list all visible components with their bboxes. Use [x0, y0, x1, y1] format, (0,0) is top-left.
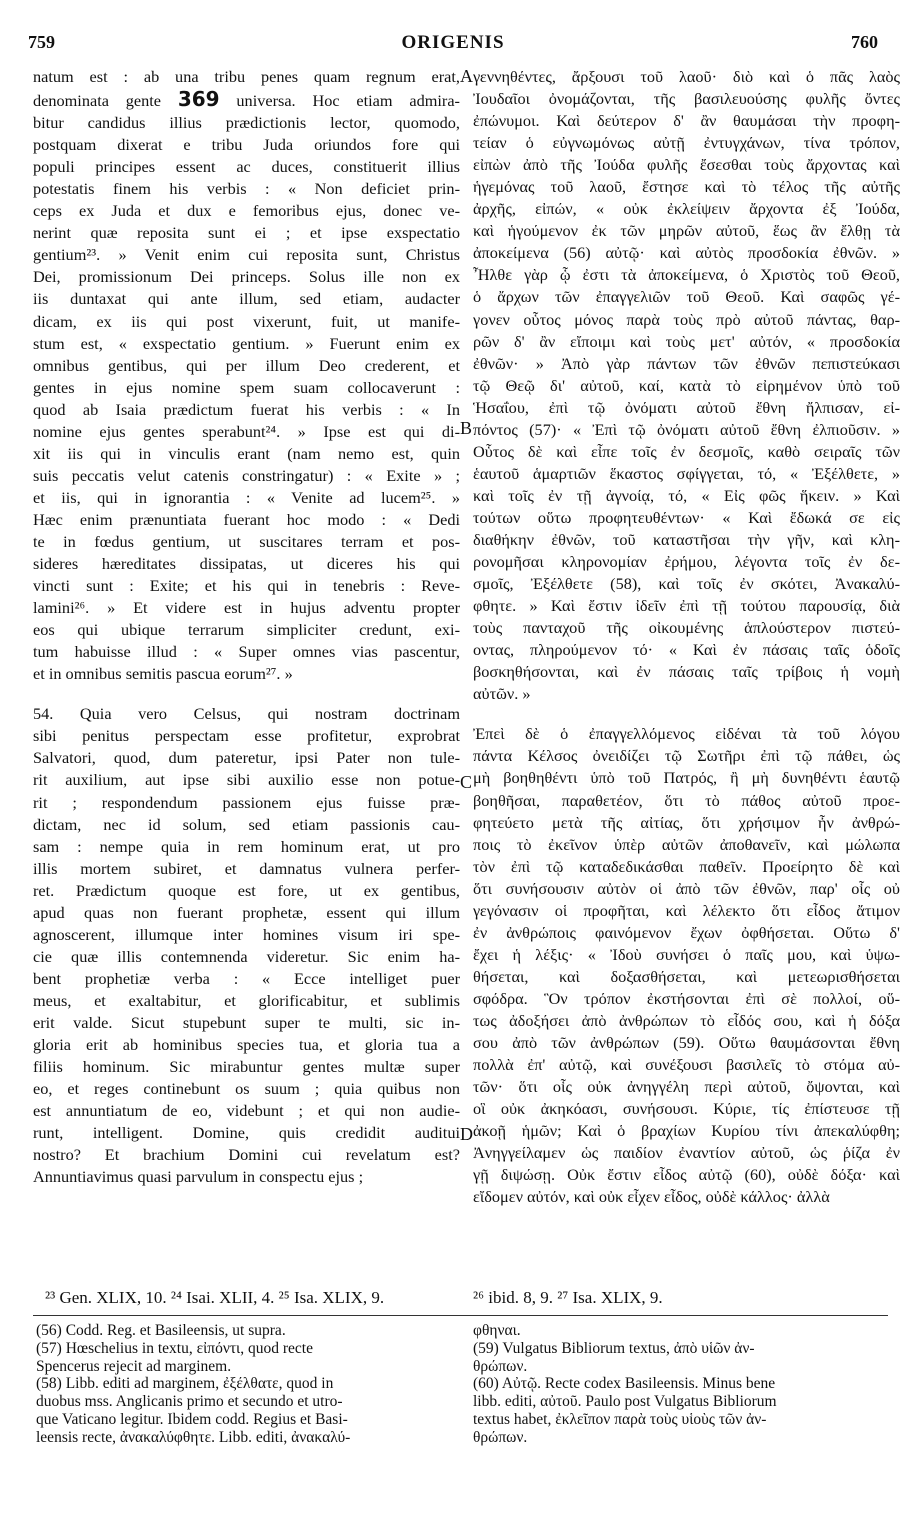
latin-line: ret. Prædictum quoque est fore, ut ex gentibus, [33, 880, 460, 900]
greek-line: Ἡσαΐου, ἐπὶ τῷ ὀνόματι αὐτοῦ ἔθνη ἤλπισαν, εἰ- [473, 397, 900, 417]
greek-line: πάντα Κέλσος ὀνειδίζει τῷ Σωτῆρι ἐπὶ τῷ πάθει, ὡς [473, 746, 900, 766]
latin-line: sideres hæreditates dissipatas, ut diceres his qui [33, 554, 460, 574]
greek-line: βοηθῆσαι, παραθετέον, ὅτι τὸ πάθος αὐτοῦ προε- [473, 790, 900, 810]
greek-line: ἀκοῇ ἡμῶν; Καὶ ὁ βραχίων Κυρίου τίνι ἀπεκαλύφθη; [473, 1121, 900, 1141]
editorial-note-line: leensis recte, ἀνακαλύφθητε. Libb. editi, ἀνακαλύ- [36, 1428, 351, 1446]
latin-line: bitur candidus illius prædictionis lector, quomodo, [33, 113, 460, 133]
latin-line: natum est : ab una tribu penes quam regnum erat, [33, 67, 460, 86]
greek-line: θήσεται, καὶ δοξασθήσεται, καὶ μετεωρισθήσεται [473, 966, 900, 986]
greek-line: ἡγεμόνας τοῦ λαοῦ, ἔστησε καὶ τὸ τέλος τῆς αὐτῆς [473, 177, 900, 197]
greek-line: ἀρχῆς, εἰπών, « οὐκ ἐκλείψειν ἄρχοντα ἐξ Ἰούδα, [473, 199, 900, 219]
editorial-note-line: (58) Libb. editi ad marginem, ἐξέλθατε, quod in [36, 1375, 334, 1393]
greek-line: γεγόνασιν οἱ προφῆται, καὶ λέλεκτο ὅτι εἶδος ἄτιμον [473, 900, 900, 920]
paragraph-gap [473, 705, 900, 723]
latin-line: stum est, « exspectatio gentium. » Fuerunt enim ex [33, 333, 460, 353]
margin-letter-b: B [460, 418, 473, 438]
latin-line: bent prophetiæ verba : « Ecce intelliget puer [33, 968, 460, 988]
greek-line: Ἐπεὶ δὲ ὁ ἐπαγγελλόμενος εἰδέναι τὰ τοῦ λόγου [473, 724, 900, 744]
editorial-notes-left [36, 1322, 461, 1447]
greek-line: σφόδρα. Ὃν τρόπον ἐκστήσονται ἐπὶ σὲ πολλοί, οὕ- [473, 988, 900, 1008]
latin-line: vincti sunt : Exite; et his qui in tenebris : Reve- [33, 576, 460, 596]
editorial-note-line: duobus mss. Anglicanis primo et secundo et utro- [36, 1393, 343, 1411]
latin-line: potestatis finem his verbis : « Non deficiet prin- [33, 179, 460, 199]
greek-line: Ἦλθε γὰρ ᾧ ἐστι τὰ ἀποκείμενα, ὁ Χριστὸς τοῦ Θεοῦ, [473, 265, 900, 285]
latin-line: dictam, nec id solum, sed etiam passionis cau- [33, 814, 460, 834]
greek-line: ἑαυτοῦ ἁμαρτιῶν ἕκαστος σφίγγεται, τό, « Ἐξέλθετε, » [473, 463, 900, 483]
greek-line: τοὺς πανταχοῦ τῆς οἰκουμένης ἁπλούστερον πιστεύ- [473, 618, 900, 638]
latin-line: Dei, promissionum Dei princeps. Solus ille non ex [33, 267, 460, 287]
latin-line: 54. Quia vero Celsus, qui nostram doctrinam [33, 704, 460, 724]
margin-letter-c: C [460, 772, 473, 792]
greek-line: σου ἀπὸ τῶν ἀνθρώπων (59). Οὕτω θαυμάσονται ἔθνη [473, 1033, 900, 1053]
paragraph-gap [33, 685, 460, 703]
greek-line: Ἀνηγγείλαμεν ὡς παιδίον ἐναντίον αὐτοῦ, ὡς ῥίζα ἐν [473, 1143, 900, 1163]
column-number-badge: 369 [177, 88, 220, 112]
editorial-note-line: θρώπων. [473, 1357, 528, 1375]
greek-line: τῷ Θεῷ δι' αὐτοῦ, καί, κατὰ τὸ εἰρημένον ὑπὸ τοῦ [473, 375, 900, 395]
margin-letter-a: A [460, 66, 473, 86]
editorial-note-line: Spencerus rejecit ad marginem. [36, 1357, 232, 1375]
editorial-notes-right [473, 1322, 893, 1447]
latin-line: gentes in ejus nomine spem suam collocaverunt : [33, 377, 460, 397]
greek-line: γονεν οὗτος μόνος παρὰ τοὺς πρὸ αὐτοῦ πάντας, θαρ- [473, 309, 900, 329]
greek-line: τως ἀδοξήσει ἀπὸ ἀνθρώπων τὸ εἶδός σου, καὶ ἡ δόξα [473, 1010, 900, 1030]
latin-line: denominata gente [33, 91, 162, 111]
greek-line: φθητε. » Καὶ ἔστιν ἰδεῖν ἐπὶ τῇ τούτου παρουσίᾳ, διὰ [473, 596, 900, 616]
greek-line: αὐτῶν. » [473, 684, 531, 704]
greek-line: ρῶν δ' ἂν εἴποιμι καὶ τοὺς μετ' αὐτόν, « προσδοκία [473, 331, 900, 351]
greek-line: Οὗτος δὲ καὶ εἶπε τοῖς ἐν δεσμοῖς, καθὸ σειραῖς τῶν [473, 441, 900, 461]
latin-line: est annuntiatum de eo, videbunt ; et qui non audie- [33, 1101, 460, 1121]
latin-line: Salvatori, quod, dum pateretur, ipsi Pater non tule- [33, 748, 460, 768]
greek-line: καὶ ἡγούμενον ἐκ τῶν μηρῶν αὐτοῦ, ἕως ἂν ἔλθῃ τὰ [473, 221, 900, 241]
greek-line: Ἰουδαῖοι ὀνομάζονται, τῆς βασιλευούσης φυλῆς ὄντες [473, 89, 900, 109]
latin-line: et iis, qui in ignorantia : « Venite ad lucem²⁵. » [33, 487, 460, 507]
latin-line: eo, et reges continebunt os suum ; quia quibus non [33, 1079, 460, 1099]
editorial-note-line: (59) Vulgatus Bibliorum textus, ἀπὸ υἱῶν ἀν- [473, 1339, 755, 1357]
latin-line: et in omnibus semitis pascua eorum²⁷. » [33, 664, 293, 684]
running-title: ORIGENIS [401, 32, 505, 53]
latin-line: postquam dixerat e tribu Juda oriundos fore qui [33, 135, 460, 155]
greek-line: τούτων οὕτω προφητευθέντων· « Καὶ ἔδωκά σε εἰς [473, 507, 900, 527]
latin-line: sibi penitus perspectam esse profitetur, exprobrat [33, 726, 460, 746]
latin-line: universa. Hoc etiam admira- [236, 91, 460, 111]
latin-line: cie quæ illis contemnenda videretur. Sic enim ha- [33, 946, 460, 966]
greek-line: γεννηθέντες, ἄρξουσι τοῦ λαοῦ· διὸ καὶ ὁ πᾶς λαὸς [473, 67, 900, 86]
greek-line: ἐν ἀνθρώποις φαινόμενον ἔχων ὀφθήσεται. Οὕτω δ' [473, 922, 900, 942]
latin-line: nerint quæ reposita sunt ei ; et ipse exspectatio [33, 223, 460, 243]
greek-line: ποις τὸ ἐκεῖνον ὑπὲρ αὐτῶν ἀποθανεῖν, καὶ μώλωπα [473, 834, 900, 854]
latin-line: Annuntiavimus quasi parvulum in conspectu ejus ; [33, 1167, 364, 1187]
scripture-footnotes-left: ²³ Gen. XLIX, 10. ²⁴ Isai. XLII, 4. ²⁵ Isa. XLIX, 9. [45, 1288, 385, 1307]
page-header [28, 32, 878, 56]
greek-line: γῇ διψώσῃ. Οὐκ ἔστιν εἶδος αὐτῷ (60), οὐδὲ δόξα· καὶ [473, 1165, 900, 1185]
notes-divider [33, 1315, 888, 1316]
editorial-note-line: que Vaticano legitur. Ibidem codd. Regius et Basi- [36, 1410, 348, 1428]
greek-column [473, 66, 900, 1208]
editorial-note-line: (60) Αὐτῷ. Recte codex Basileensis. Minus bene [473, 1375, 776, 1393]
greek-line: σμοῖς, Ἐξέλθετε (58), καὶ τοῖς ἐν σκότει, Ἀνακαλύ- [473, 574, 900, 594]
latin-line: te in fœdus gentium, ut suscitares terram et pos- [33, 531, 460, 551]
latin-line: tum habuisse illud : « Super omnes vias pascentur, [33, 642, 460, 662]
greek-line: οντας, πληρούμενον τό· « Καὶ ἐν πάσαις ταῖς ὁδοῖς [473, 640, 900, 660]
latin-line: illis mortem subiret, et damnatus vulnera perfer- [33, 858, 460, 878]
latin-line: xit iis qui in vinculis erant (nam nemo est, quin [33, 443, 460, 463]
latin-line: ceps ex Juda et dux e femoribus ejus, donec ve- [33, 201, 460, 221]
latin-line: omnibus gentibus, qui per illum Deo crederent, et [33, 355, 460, 375]
latin-line: suis peccatis velut catenis constringatur) : « Exite » ; [33, 465, 460, 485]
greek-line: εἴδομεν αὐτόν, καὶ οὐκ εἶχεν εἶδος, οὐδὲ κάλλος· ἀλλὰ [473, 1187, 830, 1207]
latin-line: meus, et exaltabitur, et glorificabitur, et sublimis [33, 990, 460, 1010]
greek-line: ἐθνῶν· » Ἀπὸ γὰρ πάντων τῶν ἐθνῶν πεπιστεύκασι [473, 353, 900, 373]
greek-line: ὅτι συνήσουσιν αὐτὸν οἱ ἀπὸ τῶν ἐθνῶν, παρ' οἷς οὐ [473, 878, 900, 898]
left-page-number: 759 [28, 32, 55, 52]
latin-line: populi principes essent ac duces, constituerit illius [33, 157, 460, 177]
latin-line: quod ab Isaia prædictum fuerat his verbis : « In [33, 399, 460, 419]
margin-letter-d: D [460, 1124, 473, 1144]
latin-line: rit auxilium, aut ipse sibi auxilio esse non potue- [33, 770, 460, 790]
latin-line: apud quas non fuerant prophetæ, essent qui illum [33, 902, 460, 922]
editorial-note-line: libb. editi, αὐτοῦ. Paulo post Vulgatus Bibliorum [473, 1393, 777, 1411]
latin-line: Hæc enim prænuntiata fuerant hoc modo : « Dedi [33, 509, 460, 529]
greek-line: τὸν ἐπὶ τῷ καταδεδικάσθαι παθεῖν. Προείρητο δὲ καὶ [473, 856, 900, 876]
editorial-note-line: θρώπων. [473, 1428, 528, 1446]
editorial-note-line: φθηναι. [473, 1322, 521, 1339]
latin-column [33, 66, 460, 1188]
editorial-note-line: (56) Codd. Reg. et Basileensis, ut supra. [36, 1322, 286, 1339]
latin-line: dicam, ex iis qui post vixerunt, fuit, ut manife- [33, 311, 460, 331]
latin-line: runt, intelligent. Domine, quis credidit auditui [33, 1123, 460, 1143]
greek-line: ρονομῆσαι κληρονομίαν ἐρήμου, λέγοντα τοῖς ἐν δε- [473, 552, 900, 572]
greek-line: φητεύετο μετὰ τῆς αἰτίας, ὅτι χρήσιμον ἦν ἀνθρώ- [473, 812, 900, 832]
greek-line: πολλὰ ἐπ' αὐτῷ, καὶ συνέξουσι βασιλεῖς τὸ στόμα αὐ- [473, 1055, 900, 1075]
greek-line: τῶν· ὅτι οἷς οὐκ ἀνηγγέλη περὶ αὐτοῦ, ὄψονται, καὶ [473, 1077, 900, 1097]
editorial-note-line: (57) Hœschelius in textu, εἰπόντι, quod recte [36, 1339, 313, 1357]
latin-line: iis duntaxat qui ante illum, sed etiam, audacter [33, 289, 460, 309]
latin-line: filiis hominum. Sic mirabuntur gentes multæ super [33, 1057, 460, 1077]
greek-line: διαθήκην ἐθνῶν, τοῦ καταστῆσαι τὴν γῆν, καὶ κλη- [473, 529, 900, 549]
latin-line: gentium²³. » Venit enim cui reposita sunt, Christus [33, 245, 460, 265]
latin-line: eos qui ubique terrarum simpliciter credunt, exi- [33, 620, 460, 640]
editorial-note-line: textus habet, ἐκλεῖπον παρὰ τοὺς υἱοὺς τῶν ἀν- [473, 1410, 767, 1428]
greek-line: οἳ οὐκ ἀκηκόασι, συνήσουσι. Κύριε, τίς ἐπίστευσε τῇ [473, 1099, 900, 1119]
latin-line: nostro? Et brachium Domini cui revelatum est? [33, 1145, 460, 1165]
latin-line [33, 88, 460, 112]
greek-line: πόντος (57)· « Ἐπὶ τῷ ὀνόματι αὐτοῦ ἔθνη ἐλπιοῦσιν. » [473, 419, 900, 439]
greek-line: βοσκηθήσονται, καὶ ἐν πάσαις ταῖς τρίβοις ἡ νομὴ [473, 662, 900, 682]
latin-line: sam : nempe quia in rem hominum erat, ut pro [33, 836, 460, 856]
greek-line: τείαν ὁ εὐγνωμόνως αὐτῇ ἐντυγχάνων, τίνα τρόπον, [473, 133, 900, 153]
latin-line: lamini²⁶. » Et videre est in hujus adventu propter [33, 598, 460, 618]
greek-line: ὁ ἄρχων τῶν ἐπαγγελιῶν τοῦ Θεοῦ. Καὶ σαφῶς γέ- [473, 287, 900, 307]
latin-line: gloria erit ab hominibus species tua, et gloria tua a [33, 1035, 460, 1055]
greek-line: εἰπὼν ἀπὸ τῆς Ἰούδα φυλῆς ἔσεσθαι τοὺς ἄρχοντας καὶ [473, 155, 900, 175]
greek-line: μὴ βοηθηθέντι ὑπὸ τοῦ Πατρός, ἢ μὴ δυνηθέντι ἑαυτῷ [473, 768, 900, 788]
scripture-footnotes-right: ²⁶ ibid. 8, 9. ²⁷ Isa. XLIX, 9. [473, 1288, 663, 1307]
latin-line: erit valde. Sicut stupebunt super te multi, sic in- [33, 1012, 460, 1032]
latin-line: nomine ejus gentes sperabunt²⁴. » Ipse est qui di- [33, 421, 460, 441]
latin-line: agnoscerent, illumque inter homines visum iri spe- [33, 924, 460, 944]
latin-line: rit ; respondendum passionem ejus fuisse præ- [33, 792, 460, 812]
greek-line: ἐπώνυμοι. Καὶ δεύτερον δ' ἂν θαυμάσαι τὴν προφη- [473, 111, 900, 131]
greek-line: καὶ τοῖς ἐν τῇ ἀγνοίᾳ, τό, « Εἰς φῶς ἥκειν. » Καὶ [473, 485, 900, 505]
greek-line: ἔχει ἡ λέξις· « Ἰδοὺ συνήσει ὁ παῖς μου, καὶ ὑψω- [473, 944, 900, 964]
right-page-number: 760 [851, 32, 878, 52]
greek-line: ἀποκείμενα (56) αὐτῷ· καὶ αὐτὸς προσδοκία ἐθνῶν. » [473, 243, 900, 263]
